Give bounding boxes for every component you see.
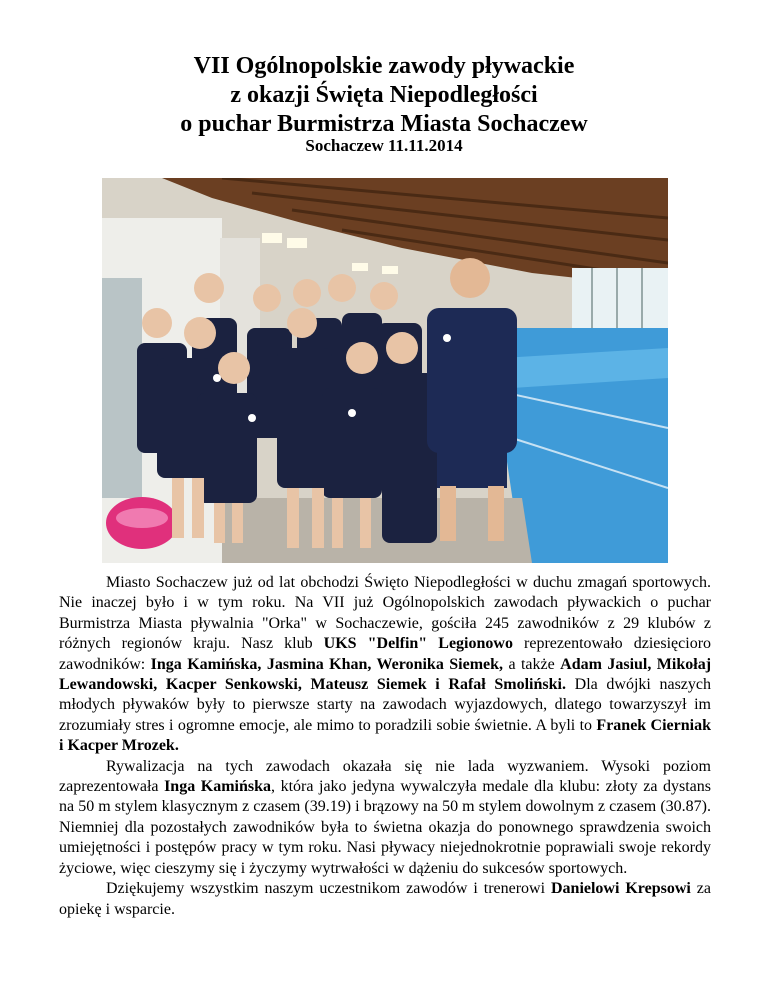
team-photo	[102, 178, 668, 563]
bold-text: Danielowi Krepsowi	[550, 880, 691, 898]
paragraph	[59, 573, 711, 757]
bold-text: Adam Jasiul, Mikołaj Lewandowski, Kacper Senkowski, Mateusz Siemek i Rafał Smoliński.	[59, 655, 712, 694]
text-run: Dziękujemy wszystkim naszym uczestnikom zawodów i trenerowi	[106, 880, 551, 898]
date-line: Sochaczew 11.11.2014	[305, 136, 463, 155]
text-run: reprezentowało dziesięcioro zawodników:	[59, 635, 712, 673]
paragraph	[59, 879, 711, 920]
heading-line-1: VII Ogólnopolskie zawody pływackie	[193, 53, 575, 79]
text-run: Miasto Sochaczew już od lat obchodzi Święto Niepodległości w duchu zmagań sportowych. Nie inaczej było i w tym roku. Na VII już Ogólnopolskich zawodach pływackich o puchar Burmistrza Miasta pływalnia "Orka" w Sochaczewie, gościła 245 zawodników z 29 klubów z różnych regionów kraju. Nasz klub	[59, 574, 711, 653]
bold-text: Inga Kamińska	[164, 778, 271, 796]
paragraph	[59, 757, 711, 879]
text-run: a także	[503, 655, 561, 673]
bold-text: UKS "Delfin" Legionowo	[323, 635, 513, 653]
bold-text: Inga Kamińska, Jasmina Khan, Weronika Siemek,	[150, 655, 504, 673]
text-run: za opiekę i wsparcie.	[59, 880, 711, 918]
heading-line-3: o puchar Burmistrza Miasta Sochaczew	[180, 111, 588, 137]
text-run: Dla dwójki naszych młodych pływaków były to pierwsze starty na zawodach wyjazdowych, dlatego towarzyszył im zrozumiały stres i ogromne emocje, ale mimo to poradzili sobie świetnie. A byli to	[59, 676, 712, 734]
heading-line-2: z okazji Święta Niepodległości	[230, 82, 538, 108]
bold-text: Franek Cierniak i Kacper Mrozek.	[59, 716, 712, 755]
article-body	[59, 573, 711, 920]
text-run: Rywalizacja na tych zawodach okazała się nie lada wyzwaniem. Wysoki poziom zaprezentowała	[59, 757, 711, 796]
text-run: , która jako jedyna wywalczyła medale dla klubu: złoty za dystans na 50 m stylem klasycznym z czasem (39.19) i brązowy na 50 m stylem dowolnym z czasem (30.87). Niemniej dla pozostałych zawodników była to świetna okazja do ponownego sprawdzenia swoich umiejętności i postępów pracy w tym roku. Nasi pływacy niejednokrotnie poprawiali swoje rekordy życiowe, więc cieszymy się i życzymy wytrwałości w dążeniu do sukcesów sportowych.	[59, 778, 711, 877]
